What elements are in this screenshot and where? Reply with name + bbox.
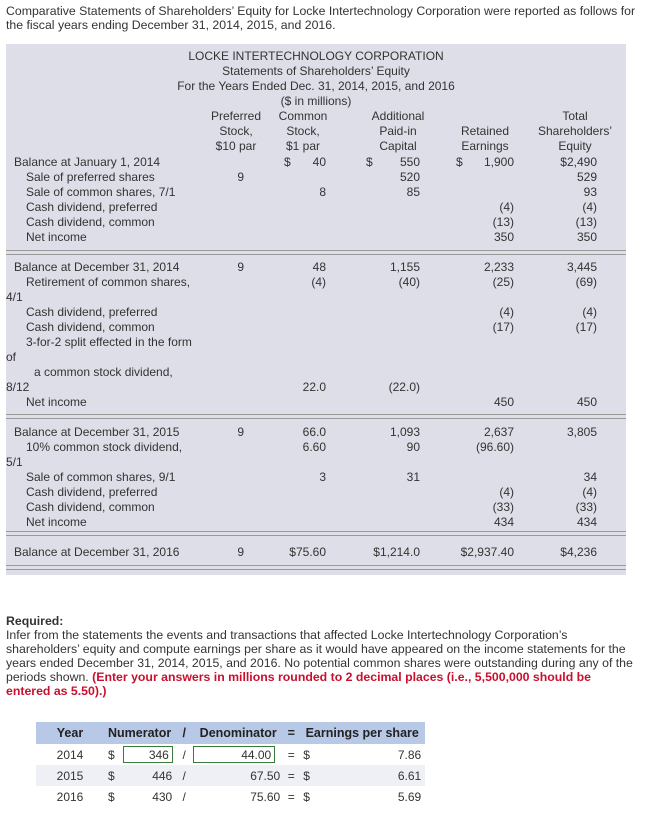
cell-total: (4) — [582, 200, 597, 214]
eps-header-eq: = — [283, 722, 299, 744]
row-label: Cash dividend, common — [26, 500, 155, 514]
numerator-input-2014[interactable]: 346 — [123, 746, 173, 763]
cell-apic: (40) — [398, 275, 420, 289]
cell-common: 8 — [319, 185, 326, 199]
eps-currency: $ — [299, 786, 317, 807]
cell-apic: 550 — [399, 155, 420, 169]
cell-retained: (4) — [499, 305, 514, 319]
cell-retained: 2,233 — [483, 260, 514, 274]
col-apic-header: Additional Paid-in Capital — [371, 109, 425, 153]
cell-retained: (13) — [492, 215, 514, 229]
cell-total: 450 — [576, 395, 597, 409]
eps-header-year: Year — [36, 722, 104, 744]
eps-eq: = — [283, 744, 299, 765]
cell-retained: 1,900 — [483, 155, 514, 169]
eps-row-2015 — [36, 765, 425, 786]
cell-total: 434 — [576, 515, 597, 529]
cell-total: (33) — [575, 500, 597, 514]
cell-common: 40 — [312, 155, 326, 169]
required-instruction: (Enter your answers in millions rounded to 2 decimal places (i.e., 5,500,000 should be entered as 5.50).) — [6, 670, 591, 698]
cell-total: (4) — [582, 305, 597, 319]
col-preferred-header: Preferred Stock, $10 par — [210, 109, 262, 153]
cell-common: 3 — [319, 470, 326, 484]
row-label: Cash dividend, preferred — [26, 305, 158, 319]
row-label: 10% common stock dividend, — [26, 440, 183, 454]
required-section — [6, 614, 636, 698]
col-retained-header: Retained Earnings — [460, 124, 510, 153]
eps-year: 2015 — [36, 765, 104, 786]
row-label: Net income — [26, 395, 87, 409]
cell-total: 3,805 — [566, 425, 597, 439]
cell-retained: 350 — [493, 230, 514, 244]
eps-eq: = — [283, 786, 299, 807]
cell-retained: (4) — [499, 200, 514, 214]
eps-table — [36, 722, 425, 807]
currency-sign: $ — [456, 155, 463, 169]
cell-total: (4) — [582, 485, 597, 499]
denominator-input-2014[interactable]: 44.00 — [193, 746, 275, 763]
statement-title: Statements of Shareholders’ Equity — [222, 64, 410, 78]
cell-apic: 31 — [406, 470, 420, 484]
cell-retained: (4) — [499, 485, 514, 499]
cell-apic: 1,155 — [389, 260, 420, 274]
cell-retained: 450 — [493, 395, 514, 409]
cell-preferred: 9 — [237, 425, 244, 439]
cell-retained: (25) — [492, 275, 514, 289]
eps-row-2014 — [36, 744, 425, 765]
eps-row-2016 — [36, 786, 425, 807]
eps-currency: $ — [299, 744, 317, 765]
row-label: Sale of preferred shares — [26, 170, 155, 184]
eps-value-2016[interactable]: 5.69 — [317, 786, 425, 807]
row-label: 3-for-2 split effected in the form — [26, 335, 192, 349]
eps-value-2015[interactable]: 6.61 — [317, 765, 425, 786]
eps-slash: / — [175, 744, 193, 765]
cell-total: (17) — [575, 320, 597, 334]
cell-total: $2,490 — [560, 155, 597, 169]
cell-retained: (33) — [492, 500, 514, 514]
cell-retained: 2,637 — [483, 425, 514, 439]
eps-currency: $ — [104, 765, 123, 786]
cell-apic: 90 — [406, 440, 420, 454]
cell-preferred: 9 — [237, 170, 244, 184]
eps-header-numerator: Numerator — [104, 722, 175, 744]
eps-slash: / — [175, 765, 193, 786]
cell-common: 66.0 — [302, 425, 326, 439]
eps-header-row — [36, 722, 425, 744]
row-label: Balance at December 31, 2015 — [14, 425, 180, 439]
cell-common: (4) — [311, 275, 326, 289]
cell-common: 22.0 — [302, 380, 326, 394]
row-label: 4/1 — [6, 290, 23, 304]
cell-total: (13) — [575, 215, 597, 229]
row-label: Balance at December 31, 2014 — [14, 260, 180, 274]
row-label: Net income — [26, 230, 87, 244]
cell-apic: $1,214.0 — [373, 545, 420, 559]
row-label: Cash dividend, common — [26, 215, 155, 229]
row-label: 8/12 — [6, 380, 30, 394]
eps-header-denominator: Denominator — [193, 722, 283, 744]
intro-text: Comparative Statements of Shareholders’ Equity for Locke Intertechnology Corporation were reported as follows for the fiscal years ending December 31, 2014, 2015, and 2016. — [6, 4, 636, 32]
cell-total: 34 — [583, 470, 597, 484]
row-label: Sale of common shares, 9/1 — [26, 470, 176, 484]
row-label: 5/1 — [6, 455, 23, 469]
row-label: Cash dividend, common — [26, 320, 155, 334]
eps-currency: $ — [299, 765, 317, 786]
cell-retained: (17) — [492, 320, 514, 334]
row-label: a common stock dividend, — [34, 365, 173, 379]
eps-year: 2016 — [36, 786, 104, 807]
required-text: Infer from the statements the events and transactions that affected Locke Intertechnology Corporation’s shareholders’ equity and compute earnings per share as it would have appeared on the income statements for the years ended December 31, 2014, 2015, and 2016. No potential common shares were outstanding during any of the periods shown. — [6, 628, 633, 684]
eps-year: 2014 — [36, 744, 104, 765]
eps-header-eps: Earnings per share — [299, 722, 425, 744]
eps-eq: = — [283, 765, 299, 786]
eps-slash: / — [175, 786, 193, 807]
numerator-input-2016[interactable]: 430 — [123, 786, 175, 807]
cell-retained: $2,937.40 — [460, 545, 514, 559]
cell-common: $75.60 — [289, 545, 326, 559]
cell-total: 529 — [576, 170, 597, 184]
cell-common: 48 — [312, 260, 326, 274]
currency-sign: $ — [366, 155, 373, 169]
row-label: Cash dividend, preferred — [26, 485, 158, 499]
cell-total: 350 — [576, 230, 597, 244]
row-label: of — [6, 350, 17, 364]
row-label: Balance at December 31, 2016 — [14, 545, 180, 559]
cell-preferred: 9 — [237, 545, 244, 559]
col-common-header: Common Stock, $1 par — [278, 109, 328, 153]
row-label: Net income — [26, 515, 87, 529]
required-heading: Required: — [6, 614, 64, 628]
company-name: LOCKE INTERTECHNOLOGY CORPORATION — [188, 49, 444, 63]
eps-value-2014[interactable]: 7.86 — [317, 744, 425, 765]
denominator-input-2015[interactable]: 67.50 — [193, 765, 283, 786]
statement-units: ($ in millions) — [280, 94, 352, 108]
cell-apic: 1,093 — [389, 425, 420, 439]
row-label: Retirement of common shares, — [26, 275, 191, 289]
numerator-input-2015[interactable]: 446 — [123, 765, 175, 786]
row-label: Sale of common shares, 7/1 — [26, 185, 176, 199]
row-label: Balance at January 1, 2014 — [14, 155, 161, 169]
cell-retained: (96.60) — [475, 440, 514, 454]
currency-sign: $ — [284, 155, 291, 169]
cell-preferred: 9 — [237, 260, 244, 274]
cell-apic: (22.0) — [388, 380, 420, 394]
cell-total: 3,445 — [566, 260, 597, 274]
eps-currency: $ — [104, 744, 123, 765]
cell-total: 93 — [583, 185, 597, 199]
cell-retained: 434 — [493, 515, 514, 529]
cell-total: $4,236 — [560, 545, 597, 559]
col-total-header: Total Shareholders’ Equity — [537, 109, 613, 153]
denominator-input-2016[interactable]: 75.60 — [193, 786, 283, 807]
row-label: Cash dividend, preferred — [26, 200, 158, 214]
cell-apic: 85 — [406, 185, 420, 199]
statement-period: For the Years Ended Dec. 31, 2014, 2015, and 2016 — [177, 79, 455, 93]
eps-currency: $ — [104, 786, 123, 807]
cell-common: 6.60 — [302, 440, 326, 454]
eps-header-slash: / — [175, 722, 193, 744]
cell-total: (69) — [575, 275, 597, 289]
cell-apic: 520 — [399, 170, 420, 184]
